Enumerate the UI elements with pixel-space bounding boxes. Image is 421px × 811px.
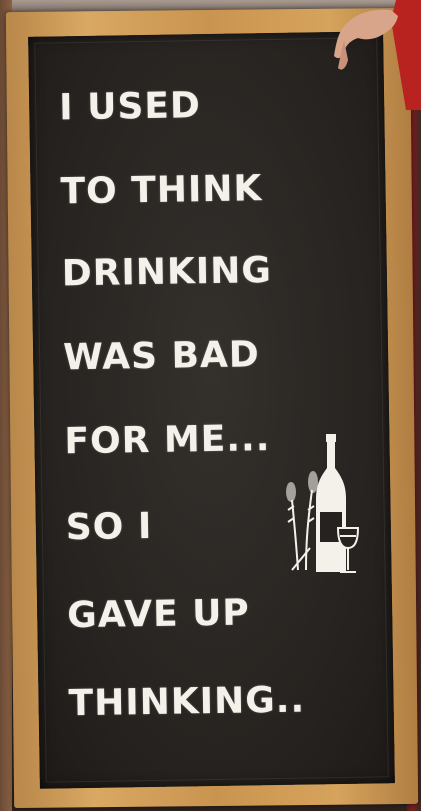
wine-bottle-drawing <box>280 430 360 580</box>
sign-line-2: TO THINK <box>60 168 263 213</box>
sign-line-5: FOR ME... <box>64 418 271 463</box>
chalkboard <box>28 31 395 788</box>
sign-line-3: DRINKING <box>61 250 273 295</box>
sign-line-4: WAS BAD <box>62 334 261 379</box>
holding-hand <box>246 0 421 110</box>
sign-line-7: GAVE UP <box>66 592 251 637</box>
sign-line-1: I USED <box>58 85 202 129</box>
wheat-icon <box>287 472 317 570</box>
sign-line-6: SO I <box>65 505 153 549</box>
wine-bottle-icon <box>316 434 346 572</box>
sign-line-8: THINKING.. <box>68 679 306 725</box>
